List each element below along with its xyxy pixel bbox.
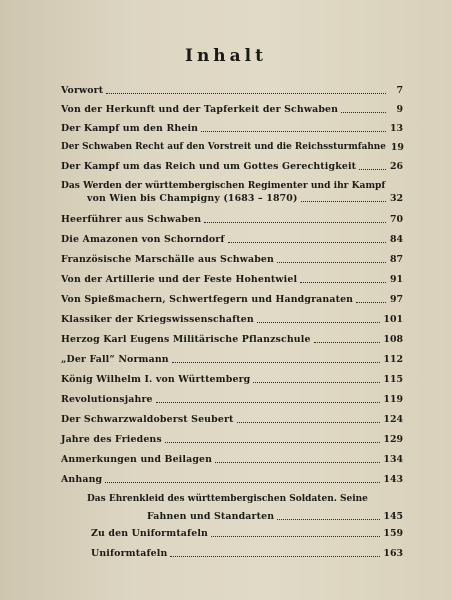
toc-entry-page: 84 [389,234,403,245]
toc-entry-title: Französische Marschälle aus Schwaben [61,254,274,265]
dot-leader [156,402,381,403]
toc-entry-title: Der Kampf um den Rhein [61,123,199,134]
dot-leader [211,536,380,537]
toc-entry-page: 108 [383,334,403,345]
toc-entry [61,453,403,467]
toc-entry-multiline [61,179,403,209]
dot-leader [215,462,380,463]
toc-entry-title-line2: von Wien bis Champigny (1683 – 1870) [87,193,298,204]
toc-entry-title: Von Spießmachern, Schwertfegern und Handgranaten [61,294,354,305]
toc-entry-page: 145 [383,511,403,522]
toc-entry-page: 159 [383,528,403,539]
toc-entry-page: 115 [383,374,403,385]
toc-entry-page: 124 [383,414,403,425]
dot-leader [257,322,381,323]
toc-entry-title: „Der Fall“ Normann [61,354,169,365]
toc-entry [61,253,403,267]
toc-entry [61,273,403,287]
toc-entry [61,433,403,447]
page-title: Inhalt [185,46,267,66]
toc-entry-title: Der Kampf um das Reich und um Gottes Gerechtigkeit [61,161,357,172]
toc-entry-page: 119 [383,394,403,405]
toc-entry [61,213,403,227]
toc-subentry [87,547,403,561]
toc-entry [61,141,403,155]
toc-entry-page: 9 [396,104,403,115]
toc-entry-page: 13 [389,123,403,134]
toc-entry-title-line1: Das Werden der württembergischen Regimenter und ihr Kampf [61,180,386,191]
toc-subentry-multiline [87,493,403,523]
toc-entry-page: 87 [389,254,403,265]
dot-leader [170,556,380,557]
toc-entry [61,293,403,307]
toc-entry-page: 7 [396,85,403,96]
toc-subentry [87,527,403,541]
dot-leader [277,262,386,263]
toc-entry-page: 143 [383,474,403,485]
toc-entry [61,313,403,327]
toc-entry-page: 26 [389,161,403,172]
dot-leader [106,93,386,94]
toc-entry-page: 163 [383,548,403,559]
toc-entry-title: Herzog Karl Eugens Militärische Pflanzschule [61,334,311,345]
toc-entry-title: Die Amazonen von Schorndorf [61,234,225,245]
toc-entry [61,103,403,117]
toc-entry [61,393,403,407]
toc-entry-title: Zu den Uniformtafeln [91,528,209,539]
toc-entry-page: 97 [389,294,403,305]
toc-entry-title-line2: Fahnen und Standarten [147,511,275,522]
dot-leader [301,201,386,202]
dot-leader [356,302,386,303]
toc-entry-title-line1: Das Ehrenkleid des württembergischen Soldaten. Seine [87,494,368,504]
toc-entry-title: Heerführer aus Schwaben [61,214,202,225]
dot-leader [277,519,380,520]
toc-entry-title: Klassiker der Kriegswissenschaften [61,314,254,325]
toc-entry [61,333,403,347]
dot-leader [314,342,381,343]
toc-entry-page: 70 [389,214,403,225]
toc-entry [61,84,403,98]
toc-entry-page: 112 [383,354,403,365]
dot-leader [201,131,386,132]
toc-entry-title: Jahre des Friedens [61,434,162,445]
toc-entry-title: Von der Herkunft und der Tapferkeit der Schwaben [61,104,339,115]
dot-leader [359,169,386,170]
dot-leader [172,362,381,363]
dot-leader [165,442,381,443]
toc-entry-title: Von der Artillerie und der Feste Hohentwiel [61,274,298,285]
toc-entry-page: 91 [389,274,403,285]
toc-entry-page: 32 [389,193,403,204]
dot-leader [253,382,380,383]
toc-entry-title: Der Schwaben Recht auf den Vorstreit und die Reichssturmfahne [61,142,386,152]
toc-entry [61,473,403,487]
toc-entry-title: Revolutionsjahre [61,394,153,405]
toc-entry [61,353,403,367]
toc-entry-title: Anhang [61,474,103,485]
dot-leader [300,282,386,283]
toc-entry-title: Uniformtafeln [91,548,168,559]
dot-leader [105,482,380,483]
toc-entry [61,413,403,427]
dot-leader [341,112,386,113]
toc-entry-page: 19 [390,142,404,153]
toc-entry-page: 129 [383,434,403,445]
dot-leader [228,242,386,243]
toc-entry-title: König Wilhelm I. von Württemberg [61,374,251,385]
toc-entry [61,373,403,387]
dot-leader [237,422,381,423]
toc-entry-title: Der Schwarzwaldoberst Seubert [61,414,234,425]
toc-entry-page: 134 [383,454,403,465]
toc-entry-title: Vorwort [61,85,104,96]
toc-entry [61,233,403,247]
toc-entry [61,122,403,136]
dot-leader [204,222,386,223]
toc-entry-page: 101 [383,314,403,325]
toc-entry-title: Anmerkungen und Beilagen [61,454,213,465]
toc-entry [61,160,403,174]
